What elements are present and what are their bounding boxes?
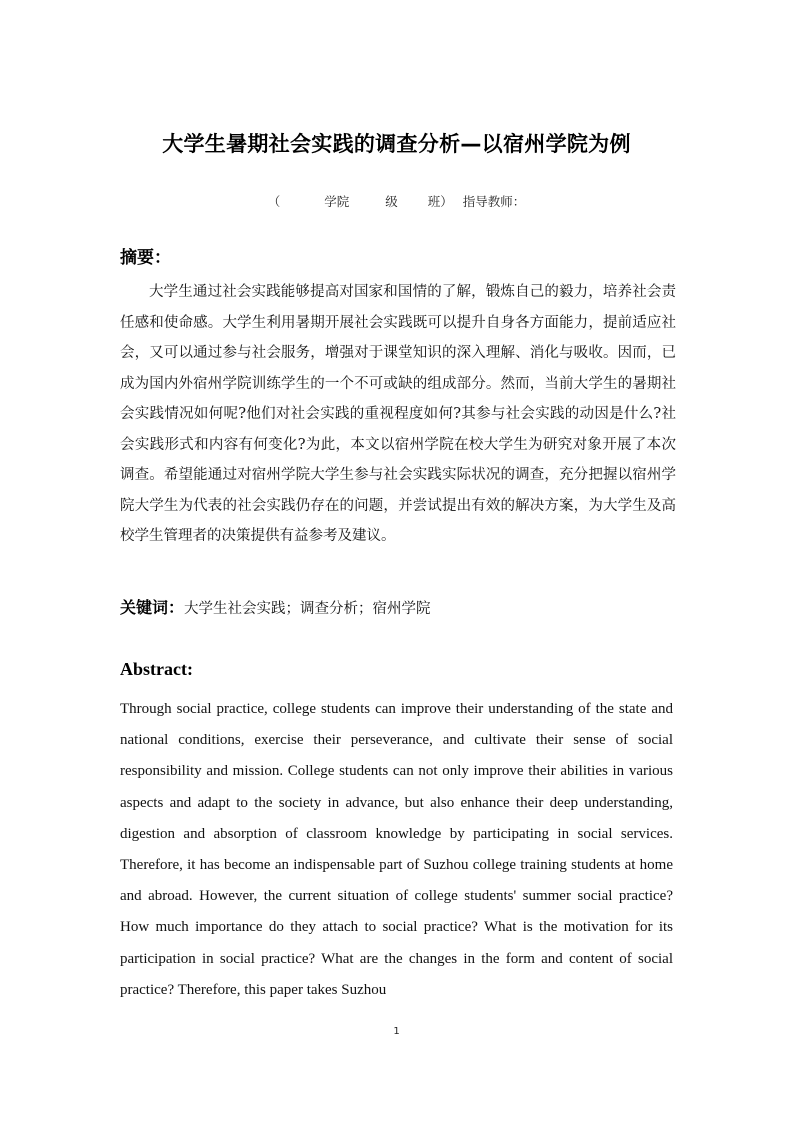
- byline-grade: 级: [385, 194, 398, 209]
- abstract-cn-body: [120, 277, 676, 552]
- byline-open-paren: （: [267, 194, 281, 209]
- byline-advisor-label: 指导教师：: [462, 194, 526, 209]
- byline-college: 学院: [324, 194, 350, 209]
- document-title: 大学生暑期社会实践的调查分析—以宿州学院为例: [162, 132, 631, 156]
- abstract-en-paragraph: Through social practice, college students can improve their understanding of the state and national conditions, exercise their perseverance, and cultivate their sense of social responsibility and mission. College students can not only improve their abilities in various aspects and adapt to the society in advance, but also enhance their deep understanding, digestion and absorption of classroom knowledge by participating in social services. Therefore, it has become an indispensable part of Suzhou college training students at home and abroad. However, the current situation of college students' summer social practice? How much importance do they attach to social practice? What is the motivation for its participation in social practice? What are the changes in the form and content of social practice? Therefore, this paper takes Suzhou: [120, 701, 673, 998]
- abstract-cn-heading: 摘要：: [120, 248, 171, 268]
- keywords-line: [120, 595, 431, 618]
- keywords-text: 大学生社会实践；调查分析；宿州学院: [184, 601, 431, 617]
- abstract-cn-paragraph: 大学生通过社会实践能够提高对国家和国情的了解，锻炼自己的毅力，培养社会责任感和使命感。大学生利用暑期开展社会实践既可以提升自身各方面能力，提前适应社会，又可以通过参与社会服务，增强对于课堂知识的深入理解、消化与吸收。因而，已成为国内外宿州学院训练学生的一个不可或缺的组成部分。然而，当前大学生的暑期社会实践情况如何呢?他们对社会实践的重视程度如何?其参与社会实践的动因是什么?社会实践形式和内容有何变化?为此，本文以宿州学院在校大学生为研究对象开展了本次调查。希望能通过对宿州学院大学生参与社会实践实际状况的调查，充分把握以宿州学院大学生为代表的社会实践仍存在的问题，并尝试提出有效的解决方案，为大学生及高校学生管理者的决策提供有益参考及建议。: [120, 284, 676, 544]
- page-number: 1: [393, 1026, 400, 1037]
- author-byline: [0, 192, 793, 210]
- abstract-en-heading: Abstract:: [120, 659, 193, 679]
- keywords-label: 关键词：: [120, 598, 185, 617]
- byline-class: 班）: [427, 194, 453, 209]
